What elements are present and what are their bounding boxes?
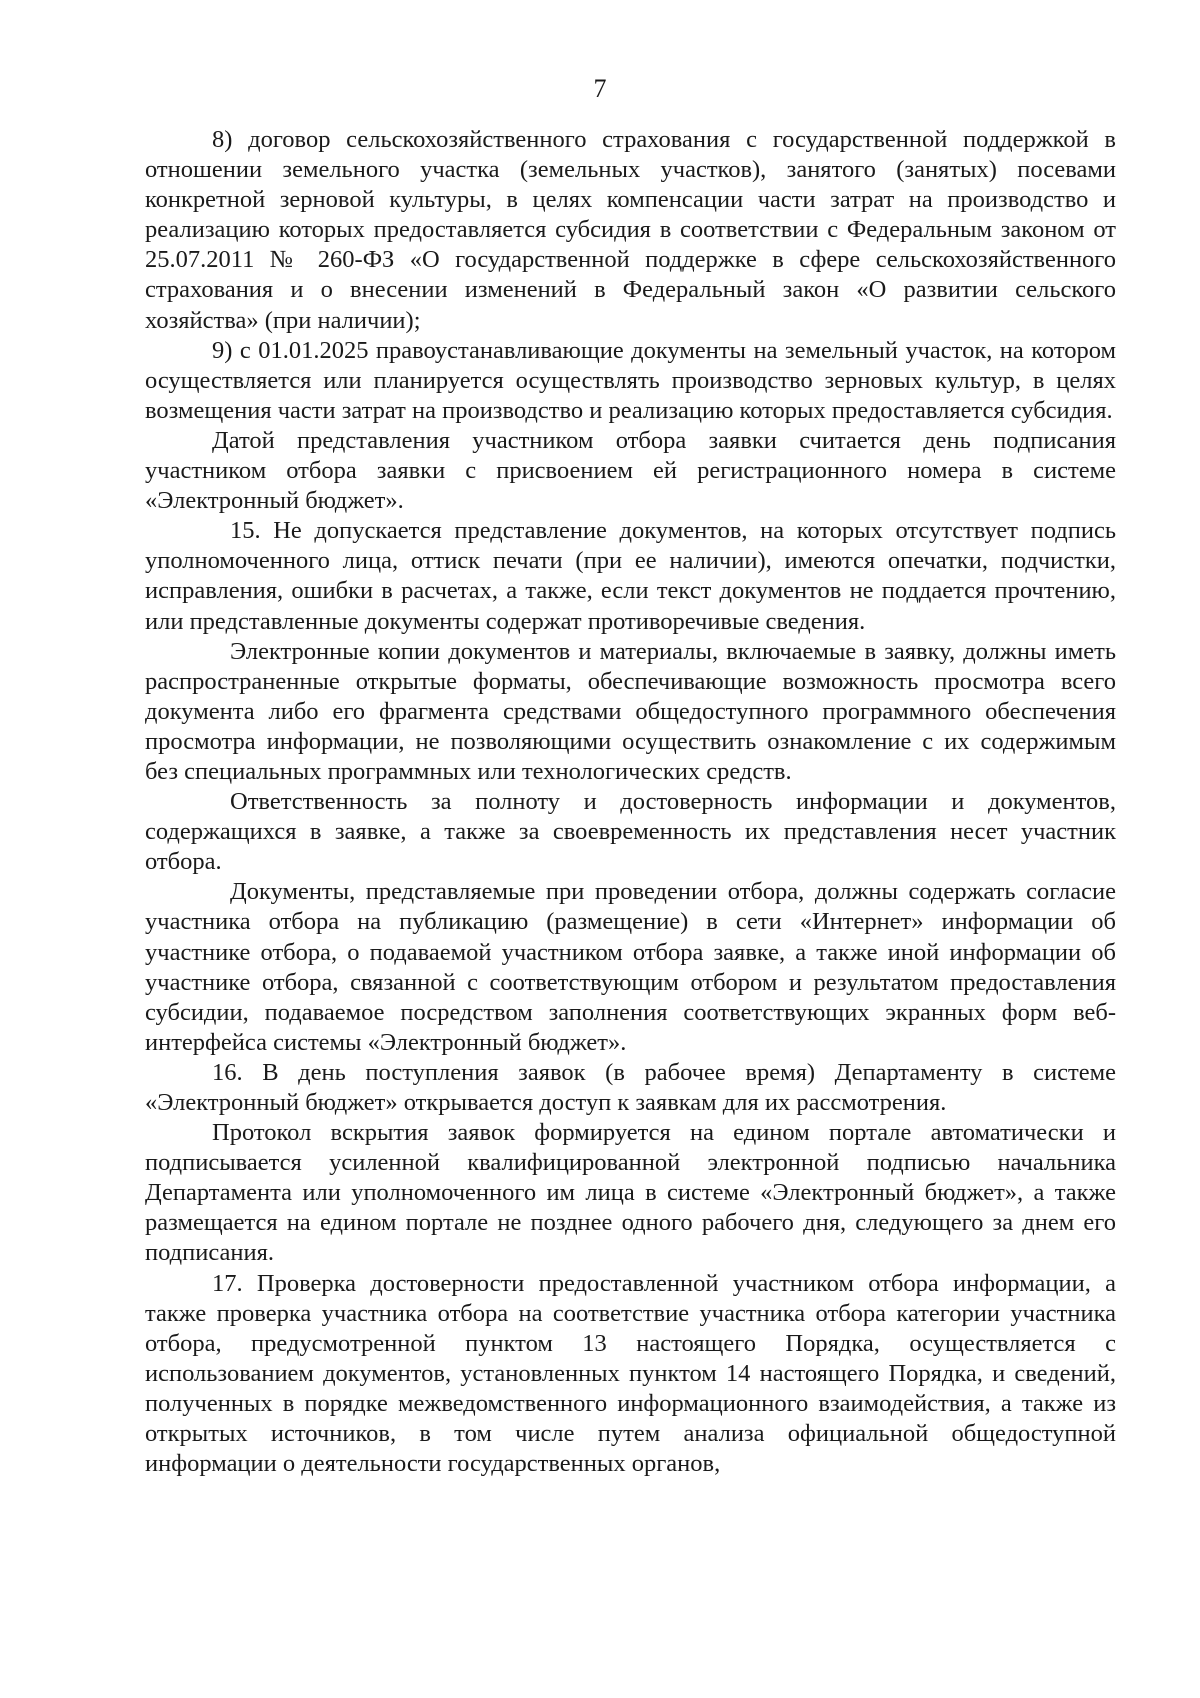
paragraph-clause-15: 15. Не допускается представление документов, на которых отсутствует подпись уполномоченного лица, оттиск печати (при ее наличии), имеются опечатки, подчистки, исправления, ошибки в расчетах, а также, если текст документов не поддается прочтению, или представленные документы содержат противоречивые сведения. <box>145 517 1116 635</box>
paragraph-item-9-land-documents: 9) с 01.01.2025 правоустанавливающие документы на земельный участок, на котором осуществляется или планируется осуществлять производство зерновых культур, в целях возмещения части затрат на производство и реализацию которых предоставляется субсидия. <box>145 336 1116 424</box>
paragraph-clause-17: 17. Проверка достоверности предоставленной участником отбора информации, а также проверка участника отбора на соответствие участника отбора категории участника отбора, предусмотренной пунктом 13 настоящего Порядка, осуществляется с использованием документов, установленных пунктом 14 настоящего Порядка, и сведений, полученных в порядке межведомственного информационного взаимодействия, а также из открытых источников, в том числе путем анализа официальной общедоступной информации о деятельности государственных органов, <box>145 1269 1116 1478</box>
paragraph-responsibility: Ответственность за полноту и достоверность информации и документов, содержащихся в заявке, а также за своевременность их представления несет участник отбора. <box>145 788 1116 876</box>
paragraph-item-8-insurance-contract: 8) договор сельскохозяйственного страхования с государственной поддержкой в отношении земельного участка (земельных участков), занятого (занятых) посевами конкретной зерновой культуры, в целях компенсации части затрат на производство и реализацию которых предоставляется субсидия в соответствии с Федеральным законом от 25.07.2011 № 260-ФЗ «О государственной поддержке в сфере сельскохозяйственного страхования и о внесении изменений в Федеральный закон «О развитии сельского хозяйства» (при наличии); <box>145 126 1116 334</box>
paragraph-application-date: Датой представления участником отбора заявки считается день подписания участником отбора заявки с присвоением ей регистрационного номера в системе «Электронный бюджет». <box>145 426 1116 515</box>
document-body <box>145 125 1116 1479</box>
paragraph-publication-consent: Документы, представляемые при проведении отбора, должны содержать согласие участника отбора на публикацию (размещение) в сети «Интернет» информации об участнике отбора, о подаваемой участником отбора заявке, а также иной информации об участнике отбора, связанной с соответствующим отбором и результатом предоставления субсидии, подаваемое посредством заполнения соответствующих экранных форм веб-интерфейса системы «Электронный бюджет». <box>145 878 1116 1056</box>
paragraph-electronic-copies: Электронные копии документов и материалы, включаемые в заявку, должны иметь распространенные открытые форматы, обеспечивающие возможность просмотра всего документа либо его фрагмента средствами общедоступного программного обеспечения просмотра информации, не позволяющими осуществить ознакомление с их содержимым без специальных программных или технологических средств. <box>145 637 1116 785</box>
paragraph-clause-16: 16. В день поступления заявок (в рабочее время) Департаменту в системе «Электронный бюджет» открывается доступ к заявкам для их рассмотрения. <box>145 1058 1116 1116</box>
page-number: 7 <box>593 74 607 103</box>
paragraph-opening-protocol: Протокол вскрытия заявок формируется на едином портале автоматически и подписывается усиленной квалифицированной электронной подписью начальника Департамента или уполномоченного им лица в системе «Электронный бюджет», а также размещается на едином портале не позднее одного рабочего дня, следующего за днем его подписания. <box>145 1119 1116 1267</box>
